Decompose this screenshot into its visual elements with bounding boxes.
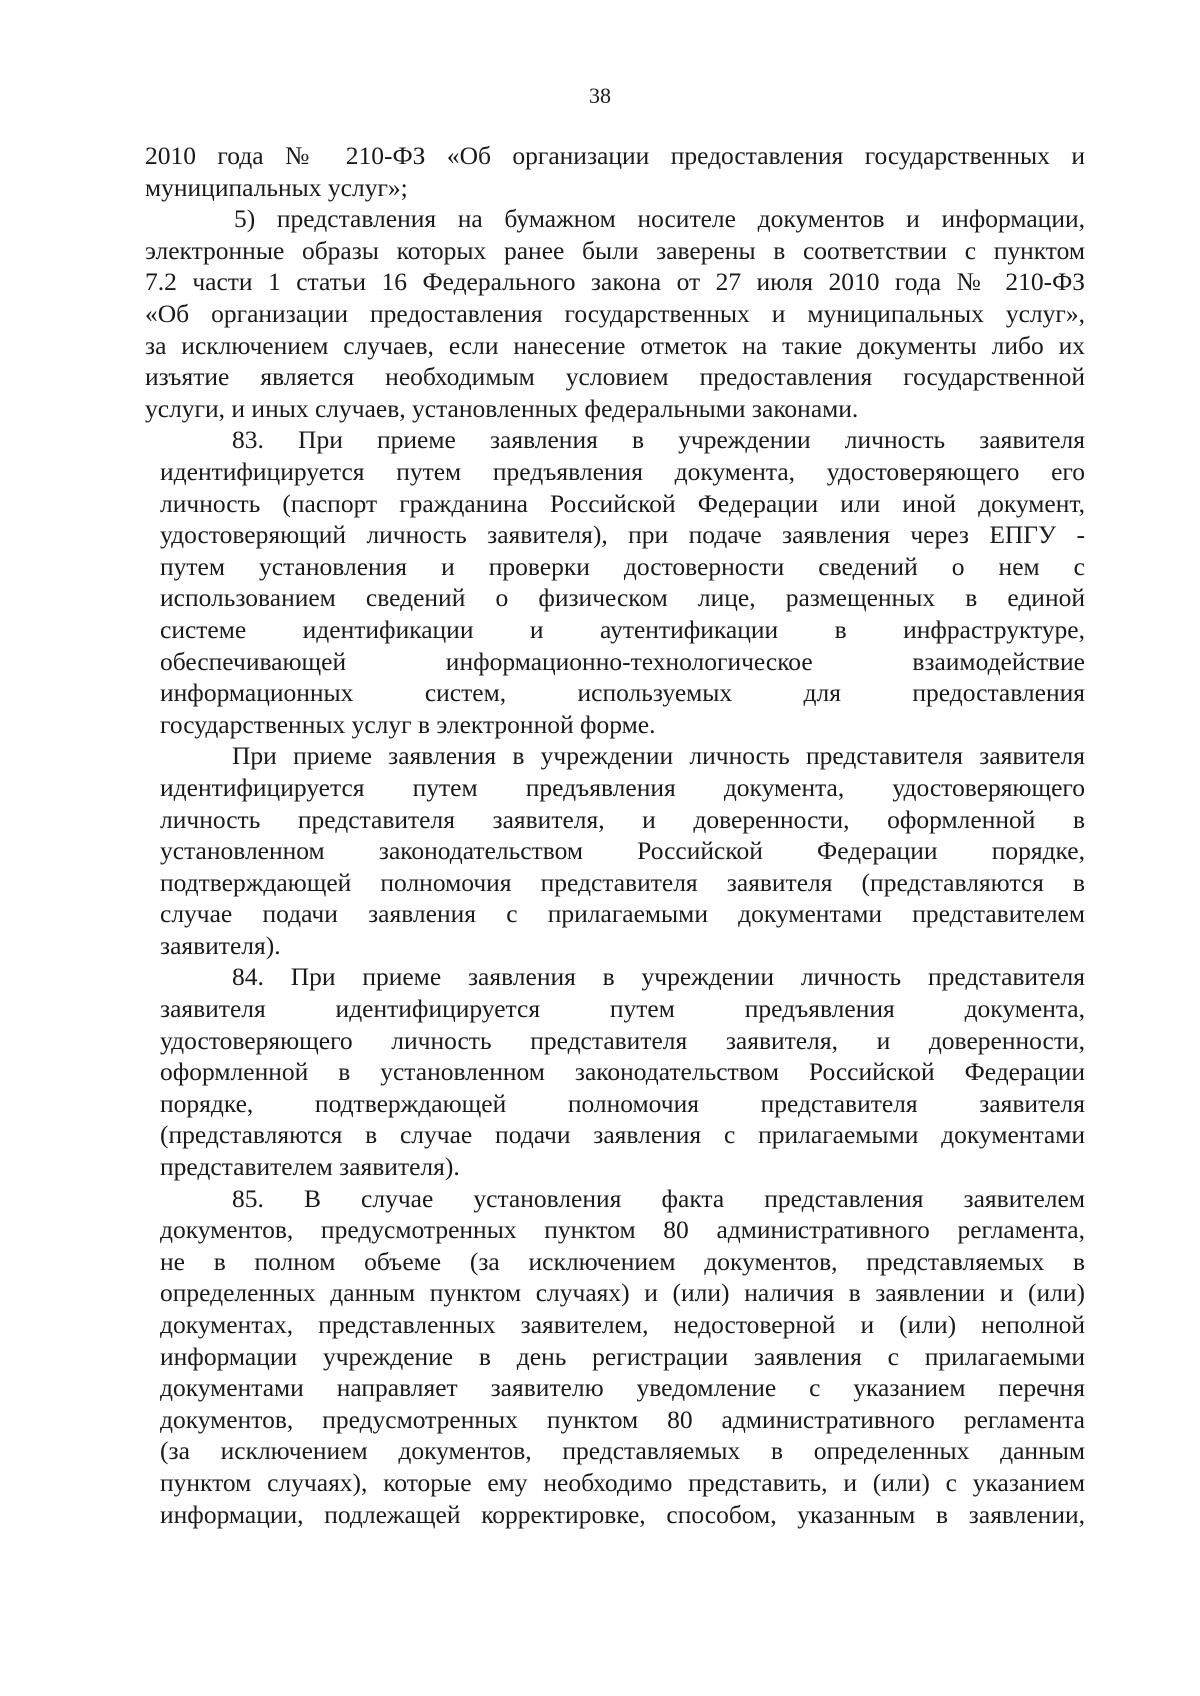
text-line: системе идентификации и аутентификации в инфраструктуре, xyxy=(160,614,1085,644)
text-line: личность представителя заявителя, и доверенности, оформленной в xyxy=(160,804,1085,834)
text-line: использованием сведений о физическом лице, размещенных в единой xyxy=(160,583,1085,613)
text-line: 5) представления на бумажном носителе документов и информации, xyxy=(234,204,1085,234)
text-line: не в полном объеме (за исключением документов, представляемых в xyxy=(160,1246,1085,1276)
text-line: личность (паспорт гражданина Российской Федерации или иной документ, xyxy=(160,488,1085,518)
text-line: информации, подлежащей корректировке, способом, указанным в заявлении, xyxy=(160,1499,1085,1529)
text-line: 2010 года № 210-ФЗ «Об организации предоставления государственных и xyxy=(145,141,1085,170)
text-line: подтверждающей полномочия представителя заявителя (представляются в xyxy=(160,867,1085,897)
text-line: 83. При приеме заявления в учреждении личность заявителя xyxy=(232,425,1085,455)
text-line: услуги, и иных случаев, установленных федеральными законами. xyxy=(145,393,859,423)
text-line: пунктом случаях), которые ему необходимо представить, и (или) с указанием xyxy=(160,1467,1085,1497)
text-line: документами направляет заявителю уведомление с указанием перечня xyxy=(160,1373,1085,1403)
text-line: 7.2 части 1 статьи 16 Федерального закона от 27 июля 2010 года № 210-ФЗ xyxy=(145,267,1085,297)
text-line: При приеме заявления в учреждении личность представителя заявителя xyxy=(232,741,1085,771)
text-line: определенных данным пунктом случаях) и (или) наличия в заявлении и (или) xyxy=(160,1278,1085,1308)
text-line: представителем заявителя). xyxy=(160,1152,460,1182)
text-line: идентифицируется путем предъявления документа, удостоверяющего его xyxy=(160,456,1085,486)
text-line: электронные образы которых ранее были заверены в соответствии с пунктом xyxy=(145,235,1085,265)
text-block-main xyxy=(160,424,1085,1530)
text-line: путем установления и проверки достоверности сведений о нем с xyxy=(160,551,1085,581)
text-line: муниципальных услуг»; xyxy=(145,172,408,202)
text-line: государственных услуг в электронной форме. xyxy=(160,709,656,739)
text-line: (за исключением документов, представляемых в определенных данным xyxy=(160,1436,1085,1466)
text-line: документах, представленных заявителем, недостоверной и (или) неполной xyxy=(160,1310,1085,1340)
text-line: удостоверяющий личность заявителя), при подаче заявления через ЕПГУ - xyxy=(160,520,1085,550)
text-line: информации учреждение в день регистрации заявления с прилагаемыми xyxy=(160,1341,1085,1371)
text-line: порядке, подтверждающей полномочия представителя заявителя xyxy=(160,1088,1085,1118)
text-line: информационных систем, используемых для предоставления xyxy=(160,678,1085,708)
text-line: 84. При приеме заявления в учреждении личность представителя xyxy=(232,962,1085,992)
text-line: оформленной в установленном законодательством Российской Федерации xyxy=(160,1057,1085,1087)
text-line: документов, предусмотренных пунктом 80 административного регламента, xyxy=(160,1215,1085,1245)
text-line: (представляются в случае подачи заявления с прилагаемыми документами xyxy=(160,1120,1085,1150)
text-line: изъятие является необходимым условием предоставления государственной xyxy=(145,362,1085,392)
page-number: 38 xyxy=(589,83,611,108)
text-line: «Об организации предоставления государственных и муниципальных услуг», xyxy=(145,298,1085,328)
text-block-top xyxy=(145,140,1085,424)
text-line: 85. В случае установления факта представления заявителем xyxy=(232,1183,1085,1213)
text-line: документов, предусмотренных пунктом 80 административного регламента xyxy=(160,1404,1085,1434)
text-line: обеспечивающей информационно-технологическое взаимодействие xyxy=(160,646,1085,676)
text-line: случае подачи заявления с прилагаемыми документами представителем xyxy=(160,899,1085,929)
text-line: установленном законодательством Российской Федерации порядке, xyxy=(160,836,1085,866)
text-line: удостоверяющего личность представителя заявителя, и доверенности, xyxy=(160,1025,1085,1055)
text-line: заявителя). xyxy=(160,930,281,960)
text-line: идентифицируется путем предъявления документа, удостоверяющего xyxy=(160,772,1085,802)
text-line: за исключением случаев, если нанесение отметок на такие документы либо их xyxy=(145,330,1085,360)
text-line: заявителя идентифицируется путем предъявления документа, xyxy=(160,994,1085,1024)
